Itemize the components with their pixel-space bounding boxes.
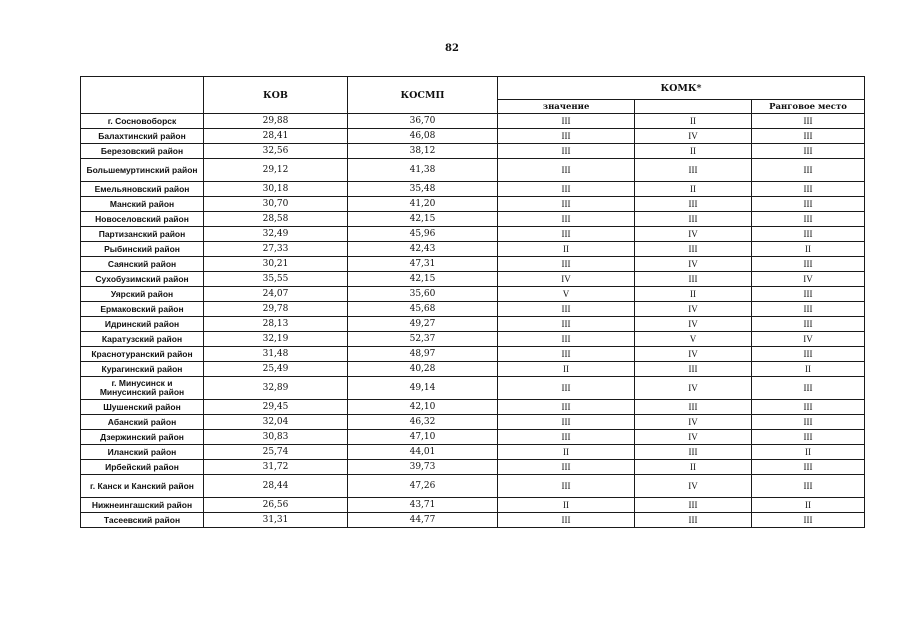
kosmp-value: 44,77 [348, 513, 498, 528]
kosmp-value: 49,14 [348, 377, 498, 400]
header-kov: КОВ [204, 77, 348, 114]
table-row [81, 227, 865, 242]
kosmp-value: 39,73 [348, 460, 498, 475]
komk-value-1: III [498, 227, 635, 242]
komk-rank: III [752, 430, 865, 445]
kov-value: 31,31 [204, 513, 348, 528]
district-name: Березовский район [81, 144, 204, 159]
table-row [81, 460, 865, 475]
kov-value: 32,04 [204, 415, 348, 430]
kov-value: 25,49 [204, 362, 348, 377]
kosmp-value: 41,38 [348, 159, 498, 182]
district-name: Ермаковский район [81, 302, 204, 317]
kosmp-value: 42,15 [348, 212, 498, 227]
district-name: Иланский район [81, 445, 204, 460]
kosmp-value: 47,10 [348, 430, 498, 445]
kosmp-value: 42,10 [348, 400, 498, 415]
komk-value-2: III [635, 242, 752, 257]
kov-value: 35,55 [204, 272, 348, 287]
komk-value-2: V [635, 332, 752, 347]
komk-rank: III [752, 460, 865, 475]
page-number: 82 [445, 43, 459, 54]
komk-value-1: III [498, 129, 635, 144]
komk-value-1: III [498, 430, 635, 445]
table-row [81, 129, 865, 144]
kov-value: 30,83 [204, 430, 348, 445]
kov-value: 31,48 [204, 347, 348, 362]
table-body [81, 114, 865, 528]
kosmp-value: 35,48 [348, 182, 498, 197]
table-row [81, 513, 865, 528]
kosmp-value: 41,20 [348, 197, 498, 212]
district-name: г. Канск и Канский район [81, 475, 204, 498]
district-name: Тасеевский район [81, 513, 204, 528]
district-name: Нижнеингашский район [81, 498, 204, 513]
komk-rank: III [752, 400, 865, 415]
komk-rank: III [752, 317, 865, 332]
komk-rank: II [752, 498, 865, 513]
komk-value-1: III [498, 182, 635, 197]
komk-value-1: III [498, 513, 635, 528]
komk-value-2: III [635, 272, 752, 287]
kov-value: 31,72 [204, 460, 348, 475]
district-name: Ирбейский район [81, 460, 204, 475]
district-name: Партизанский район [81, 227, 204, 242]
komk-value-1: III [498, 317, 635, 332]
table-row [81, 377, 865, 400]
kosmp-value: 42,15 [348, 272, 498, 287]
kosmp-value: 52,37 [348, 332, 498, 347]
komk-value-2: III [635, 159, 752, 182]
komk-value-1: III [498, 415, 635, 430]
komk-value-2: II [635, 182, 752, 197]
komk-value-1: III [498, 257, 635, 272]
komk-value-1: III [498, 144, 635, 159]
komk-rank: IV [752, 272, 865, 287]
kosmp-value: 47,26 [348, 475, 498, 498]
kosmp-value: 46,32 [348, 415, 498, 430]
table-row [81, 430, 865, 445]
komk-value-1: II [498, 362, 635, 377]
kov-value: 32,19 [204, 332, 348, 347]
kosmp-value: 35,60 [348, 287, 498, 302]
table-row [81, 242, 865, 257]
district-name: Емельяновский район [81, 182, 204, 197]
kosmp-value: 44,01 [348, 445, 498, 460]
table-row [81, 445, 865, 460]
kov-value: 30,70 [204, 197, 348, 212]
table-header [81, 77, 865, 114]
district-name: Манский район [81, 197, 204, 212]
kov-value: 27,33 [204, 242, 348, 257]
komk-value-2: II [635, 144, 752, 159]
kosmp-value: 40,28 [348, 362, 498, 377]
komk-value-1: III [498, 347, 635, 362]
komk-rank: III [752, 197, 865, 212]
kov-value: 32,56 [204, 144, 348, 159]
district-name: Сухобузимский район [81, 272, 204, 287]
table-row [81, 287, 865, 302]
kov-value: 30,18 [204, 182, 348, 197]
district-name: Краснотуранский район [81, 347, 204, 362]
district-name: г. Сосновоборск [81, 114, 204, 129]
komk-value-1: V [498, 287, 635, 302]
komk-rank: III [752, 513, 865, 528]
komk-value-2: IV [635, 227, 752, 242]
kov-value: 30,21 [204, 257, 348, 272]
komk-rank: III [752, 257, 865, 272]
komk-rank: III [752, 377, 865, 400]
komk-value-2: III [635, 400, 752, 415]
header-value-2 [635, 100, 752, 114]
komk-rank: III [752, 212, 865, 227]
komk-rank: III [752, 475, 865, 498]
table-row [81, 332, 865, 347]
komk-rank: III [752, 415, 865, 430]
komk-rank: III [752, 159, 865, 182]
komk-value-2: III [635, 498, 752, 513]
komk-value-2: II [635, 460, 752, 475]
table-row [81, 144, 865, 159]
header-name-cell [81, 77, 204, 114]
kosmp-value: 47,31 [348, 257, 498, 272]
header-value: значение [498, 100, 635, 114]
kov-value: 28,44 [204, 475, 348, 498]
komk-value-1: III [498, 197, 635, 212]
district-name: Каратузский район [81, 332, 204, 347]
table-row [81, 415, 865, 430]
header-kosmp: КОСМП [348, 77, 498, 114]
komk-rank: III [752, 347, 865, 362]
komk-rank: II [752, 362, 865, 377]
kosmp-value: 43,71 [348, 498, 498, 513]
komk-value-1: III [498, 460, 635, 475]
kosmp-value: 45,96 [348, 227, 498, 242]
komk-rank: II [752, 242, 865, 257]
table-row [81, 212, 865, 227]
table-row [81, 159, 865, 182]
komk-value-2: IV [635, 302, 752, 317]
kosmp-value: 36,70 [348, 114, 498, 129]
komk-value-1: IV [498, 272, 635, 287]
komk-value-2: III [635, 445, 752, 460]
kosmp-value: 38,12 [348, 144, 498, 159]
district-name: Шушенский район [81, 400, 204, 415]
komk-rank: III [752, 182, 865, 197]
kosmp-value: 49,27 [348, 317, 498, 332]
table-row [81, 475, 865, 498]
komk-value-1: II [498, 242, 635, 257]
table-row [81, 498, 865, 513]
komk-value-2: II [635, 114, 752, 129]
komk-value-1: III [498, 212, 635, 227]
table-row [81, 197, 865, 212]
table-row [81, 400, 865, 415]
district-name: Саянский район [81, 257, 204, 272]
komk-rank: IV [752, 332, 865, 347]
komk-value-2: IV [635, 475, 752, 498]
kov-value: 26,56 [204, 498, 348, 513]
komk-value-2: III [635, 197, 752, 212]
district-name: Курагинский район [81, 362, 204, 377]
table-row [81, 362, 865, 377]
komk-rank: II [752, 445, 865, 460]
table-row [81, 182, 865, 197]
data-table [80, 76, 865, 528]
komk-value-2: IV [635, 377, 752, 400]
district-name: Дзержинский район [81, 430, 204, 445]
komk-rank: III [752, 114, 865, 129]
kov-value: 29,88 [204, 114, 348, 129]
kov-value: 28,41 [204, 129, 348, 144]
kosmp-value: 42,43 [348, 242, 498, 257]
komk-value-1: III [498, 302, 635, 317]
komk-value-2: IV [635, 257, 752, 272]
komk-value-2: IV [635, 415, 752, 430]
komk-rank: III [752, 287, 865, 302]
district-name: Рыбинский район [81, 242, 204, 257]
district-name: г. Минусинск и Минусинский район [81, 377, 204, 400]
komk-value-1: III [498, 159, 635, 182]
komk-value-2: II [635, 287, 752, 302]
komk-value-2: III [635, 513, 752, 528]
table-row [81, 317, 865, 332]
kov-value: 25,74 [204, 445, 348, 460]
komk-value-1: III [498, 114, 635, 129]
table-row [81, 272, 865, 287]
komk-value-1: III [498, 475, 635, 498]
komk-value-2: III [635, 212, 752, 227]
table-row [81, 302, 865, 317]
komk-rank: III [752, 144, 865, 159]
kov-value: 24,07 [204, 287, 348, 302]
komk-value-2: IV [635, 129, 752, 144]
kov-value: 28,58 [204, 212, 348, 227]
komk-value-2: III [635, 362, 752, 377]
table-row [81, 257, 865, 272]
kosmp-value: 46,08 [348, 129, 498, 144]
kov-value: 29,12 [204, 159, 348, 182]
komk-value-1: II [498, 498, 635, 513]
district-name: Большемуртинский район [81, 159, 204, 182]
kov-value: 28,13 [204, 317, 348, 332]
header-rank: Ранговое место [752, 100, 865, 114]
table-row [81, 347, 865, 362]
komk-value-2: IV [635, 430, 752, 445]
komk-value-1: III [498, 400, 635, 415]
komk-value-2: IV [635, 347, 752, 362]
district-name: Новоселовский район [81, 212, 204, 227]
kov-value: 32,49 [204, 227, 348, 242]
kov-value: 29,45 [204, 400, 348, 415]
kosmp-value: 45,68 [348, 302, 498, 317]
district-name: Уярский район [81, 287, 204, 302]
komk-rank: III [752, 302, 865, 317]
kov-value: 32,89 [204, 377, 348, 400]
table-row [81, 114, 865, 129]
komk-value-1: II [498, 445, 635, 460]
komk-value-2: IV [635, 317, 752, 332]
header-komk: КОМК* [498, 77, 865, 100]
district-name: Идринский район [81, 317, 204, 332]
kosmp-value: 48,97 [348, 347, 498, 362]
district-name: Абанский район [81, 415, 204, 430]
komk-value-1: III [498, 332, 635, 347]
komk-rank: III [752, 129, 865, 144]
komk-rank: III [752, 227, 865, 242]
kov-value: 29,78 [204, 302, 348, 317]
district-name: Балахтинский район [81, 129, 204, 144]
komk-value-1: III [498, 377, 635, 400]
